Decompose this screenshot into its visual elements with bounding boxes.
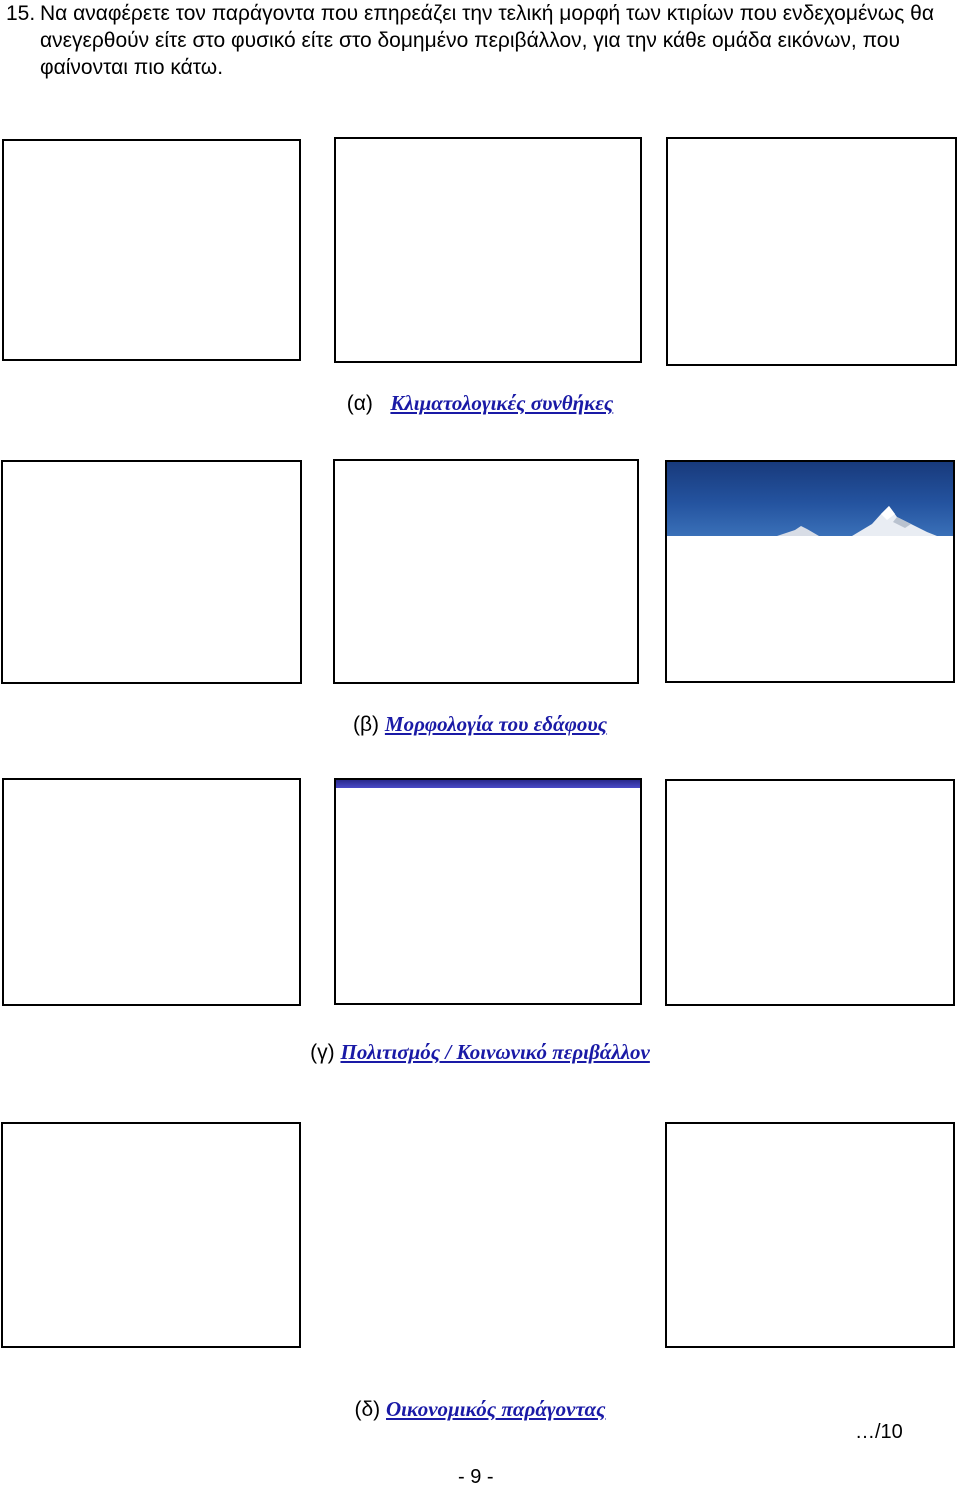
caption-d-letter: (δ)	[354, 1398, 381, 1421]
caption-c-letter: (γ)	[310, 1041, 335, 1064]
image-frame-b1	[1, 460, 302, 684]
image-frame-a1	[2, 139, 301, 361]
caption-a-title: Κλιματολογικές συνθήκες	[390, 391, 614, 415]
caption-a-letter: (α)	[346, 392, 373, 415]
image-frame-d2	[665, 1122, 955, 1348]
image-frame-c2	[334, 778, 642, 1005]
image-frame-b2	[333, 459, 639, 684]
image-frame-d1	[1, 1122, 301, 1348]
caption-b-title: Μορφολογία του εδάφους	[384, 712, 608, 736]
caption-c-title: Πολιτισμός / Κοινωνικό περιβάλλον	[340, 1040, 650, 1064]
image-frame-c1	[2, 778, 301, 1006]
caption-d-title: Οικονομικός παράγοντας	[386, 1397, 606, 1421]
caption-c	[0, 1038, 960, 1067]
image-frame-a3	[666, 137, 957, 366]
image-frame-a2	[334, 137, 642, 363]
image-frame-b3	[665, 460, 955, 683]
question-number: 15.	[6, 2, 36, 25]
caption-b-letter: (β)	[352, 713, 380, 736]
caption-a	[0, 389, 960, 418]
score-field: …/10	[855, 1421, 903, 1443]
mountain-peaks-icon	[667, 462, 955, 536]
mountain-photo-strip	[667, 462, 953, 536]
caption-d	[0, 1395, 960, 1424]
page-number: - 9 -	[458, 1466, 494, 1488]
image-frame-c3	[665, 779, 955, 1006]
photo-strip	[336, 780, 640, 788]
caption-b	[0, 710, 960, 739]
question-15	[6, 0, 946, 81]
question-text: Να αναφέρετε τον παράγοντα που επηρεάζει την τελική μορφή των κτιρίων που ενδεχομένως θα ανεγερθούν είτε στο φυσικό είτε στο δομημένο περιβάλλον, για την κάθε ομάδα εικόνων, που φαίνονται πιο κάτω.	[40, 2, 934, 79]
